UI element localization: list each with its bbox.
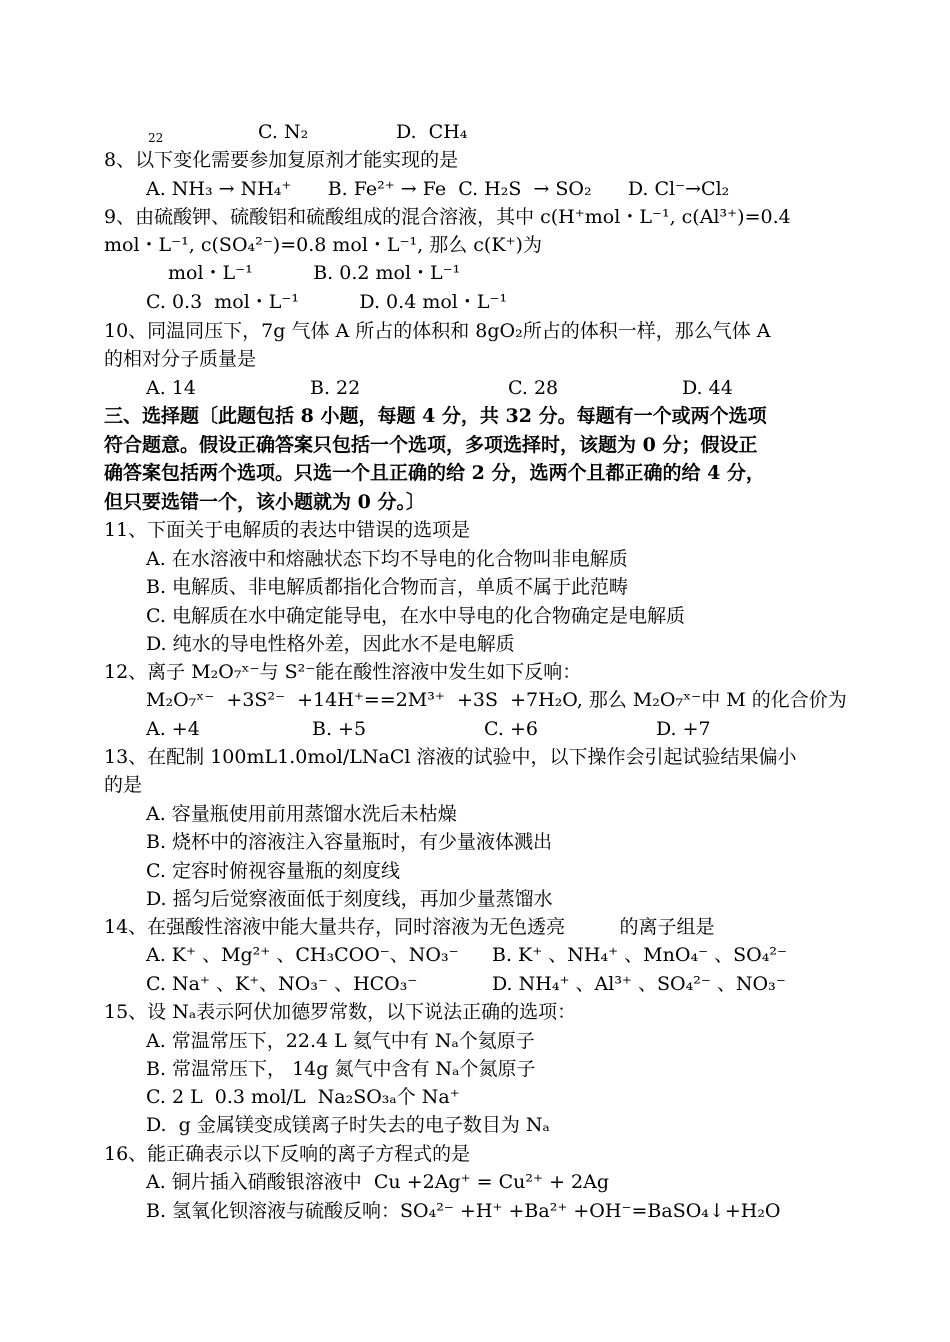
q14-option-d: D. NH₄⁺ 、Al³⁺ 、SO₄²⁻ 、NO₃⁻ [492,973,786,995]
q15-stem: 15、设 Nₐ表示阿伏加德罗常数，以下说法正确的选项： [104,1001,577,1023]
section3-heading-line3: 确答案包括两个选项。只选一个且正确的给 2 分，选两个且都正确的给 4 分， [104,462,765,484]
q13-stem-line1: 13、在配制 100mL1.0mol/LNaCl 溶液的试验中，以下操作会引起试验结果偏小 [104,746,797,768]
q13-option-d: D. 摇匀后觉察液面低于刻度线，再加少量蒸馏水 [146,888,553,910]
q10-option-b: B. 22 [310,377,361,399]
fragment-subscript: 22 [148,131,164,145]
section3-heading-line2: 符合题意。假设正确答案只包括一个选项，多项选择时，该题为 0 分；假设正 [104,434,758,456]
q10-option-a: A. 14 [146,377,196,399]
q16-stem: 16、能正确表示以下反响的离子方程式的是 [104,1143,471,1165]
q9-options-line1: mol・L⁻¹ B. 0.2 mol・L⁻¹ [168,262,461,284]
q15-option-d: D. g 金属镁变成镁离子时失去的电子数目为 Nₐ [146,1114,550,1136]
q9-options-line2: C. 0.3 mol・L⁻¹ D. 0.4 mol・L⁻¹ [146,291,508,313]
q16-option-b: B. 氢氧化钡溶液与硫酸反响：SO₄²⁻ +H⁺ +Ba²⁺ +OH⁻=BaSO₄↓+H₂O [146,1200,781,1222]
q10-stem-line2: 的相对分子质量是 [104,348,257,370]
q16-option-a: A. 铜片插入硝酸银溶液中 Cu +2Ag⁺ = Cu²⁺ + 2Ag [146,1171,610,1193]
q11-stem: 11、下面关于电解质的表达中错误的选项是 [104,519,471,541]
q14-option-c: C. Na⁺ 、K⁺、NO₃⁻ 、HCO₃⁻ [146,973,418,995]
q12-stem: 12、离子 M₂O₇ˣ⁻与 S²⁻能在酸性溶液中发生如下反响： [104,661,582,683]
q10-option-c: C. 28 [508,377,559,399]
q13-option-a: A. 容量瓶使用前用蒸馏水洗后未枯燥 [146,803,457,825]
q13-stem-line2: 的是 [104,774,143,796]
q11-option-c: C. 电解质在水中确定能导电，在水中导电的化合物确定是电解质 [146,605,685,627]
q11-option-d: D. 纯水的导电性格外差，因此水不是电解质 [146,633,515,655]
section3-heading-line1: 三、选择题〔此题包括 8 小题，每题 4 分，共 32 分。每题有一个或两个选项 [104,405,767,427]
q11-option-a: A. 在水溶液中和熔融状态下均不导电的化合物叫非电解质 [146,548,628,570]
fragment-option-c: C. N₂ [258,121,309,143]
q9-stem-line1: 9、由硫酸钾、硫酸铝和硫酸组成的混合溶液，其中 c(H⁺mol・L⁻¹, c(Al³⁺)=0.4 [104,206,791,228]
q15-option-b: B. 常温常压下， 14g 氮气中含有 Nₐ个氮原子 [146,1058,536,1080]
q12-option-d: D. +7 [656,718,711,740]
q11-option-b: B. 电解质、非电解质都指化合物而言，单质不属于此范畴 [146,576,629,598]
q15-option-a: A. 常温常压下，22.4 L 氦气中有 Nₐ个氦原子 [146,1030,535,1052]
section3-heading-line4: 但只要选错一个，该小题就为 0 分。〕 [104,491,425,513]
q8-options: A. NH₃ → NH₄⁺ B. Fe²⁺ → Fe C. H₂S → SO₂ D. Cl⁻→Cl₂ [146,178,730,200]
q13-option-c: C. 定容时俯视容量瓶的刻度线 [146,860,400,882]
q15-option-c: C. 2 L 0.3 mol/L Na₂SO₃ₐ个 Na⁺ [146,1086,460,1108]
q14-stem: 14、在强酸性溶液中能大量共存，同时溶液为无色透亮 的离子组是 [104,916,715,938]
fragment-option-d: D. CH₄ [396,121,468,143]
q12-option-c: C. +6 [484,718,538,740]
q12-equation: M₂O₇ˣ⁻ +3S²⁻ +14H⁺==2M³⁺ +3S +7H₂O, 那么 M₂O₇ˣ⁻中 M 的化合价为 [146,689,847,711]
q8-stem: 8、以下变化需要参加复原剂才能实现的是 [104,149,459,171]
q12-option-a: A. +4 [146,718,200,740]
q13-option-b: B. 烧杯中的溶液注入容量瓶时，有少量液体溅出 [146,831,553,853]
q9-stem-line2: mol・L⁻¹, c(SO₄²⁻)=0.8 mol・L⁻¹, 那么 c(K⁺)为 [104,234,542,256]
q14-option-b: B. K⁺ 、NH₄⁺ 、MnO₄⁻ 、SO₄²⁻ [492,944,787,966]
q12-option-b: B. +5 [312,718,367,740]
q10-option-d: D. 44 [682,377,733,399]
q10-stem-line1: 10、同温同压下，7g 气体 A 所占的体积和 8gO₂所占的体积一样，那么气体 A [104,320,771,342]
q14-option-a: A. K⁺ 、Mg²⁺ 、CH₃COO⁻、NO₃⁻ [146,944,459,966]
